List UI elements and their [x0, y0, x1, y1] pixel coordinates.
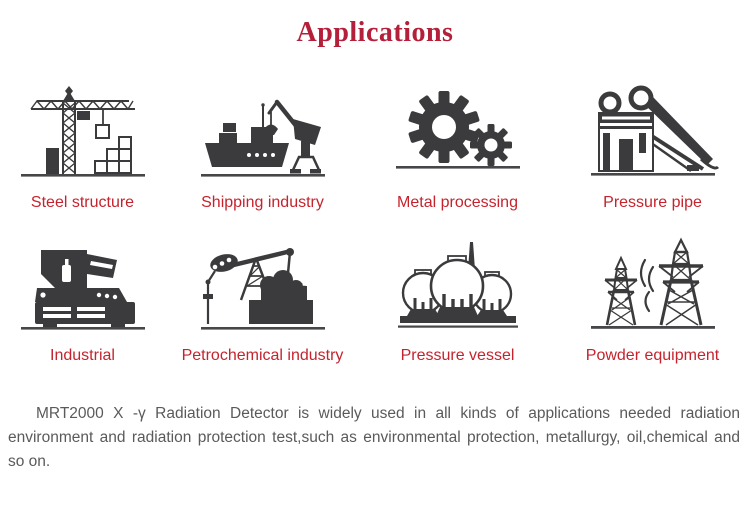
- application-item-petrochemical: [165, 236, 360, 365]
- application-item-steel-structure: [0, 83, 165, 212]
- application-item-powder-equipment: [555, 236, 750, 365]
- power-transmission-towers-icon: [583, 236, 723, 336]
- industrial-machine-icon: [13, 236, 153, 336]
- application-item-shipping-industry: [165, 83, 360, 212]
- tower-crane-icon: [13, 83, 153, 183]
- application-label: Pressure vessel: [400, 347, 515, 364]
- page-title: Applications: [296, 17, 454, 48]
- application-label: Steel structure: [30, 194, 135, 211]
- ship-harbor-crane-icon: [193, 83, 333, 183]
- application-item-industrial: [0, 236, 165, 365]
- application-label: Shipping industry: [201, 194, 324, 211]
- application-label: Pressure pipe: [603, 194, 702, 211]
- description-paragraph: MRT2000 X -γ Radiation Detector is widely used in all kinds of applications needed radiation environment and radiation protection test,such as environmental protection, metallurgy, oil,chemical and so on.: [8, 405, 740, 470]
- application-item-pressure-pipe: [555, 83, 750, 212]
- application-item-pressure-vessel: [360, 236, 555, 365]
- gears-icon: [388, 83, 528, 183]
- spherical-tanks-icon: [388, 236, 528, 336]
- applications-grid: [0, 83, 750, 365]
- application-label: Metal processing: [397, 194, 518, 211]
- application-label: Petrochemical industry: [181, 347, 344, 364]
- oil-pump-jack-icon: [193, 236, 333, 336]
- metal-gears-icon-cell: [360, 83, 555, 212]
- application-label: Industrial: [50, 347, 115, 364]
- application-label: Powder equipment: [585, 347, 720, 364]
- pipes-building-icon: [583, 83, 723, 183]
